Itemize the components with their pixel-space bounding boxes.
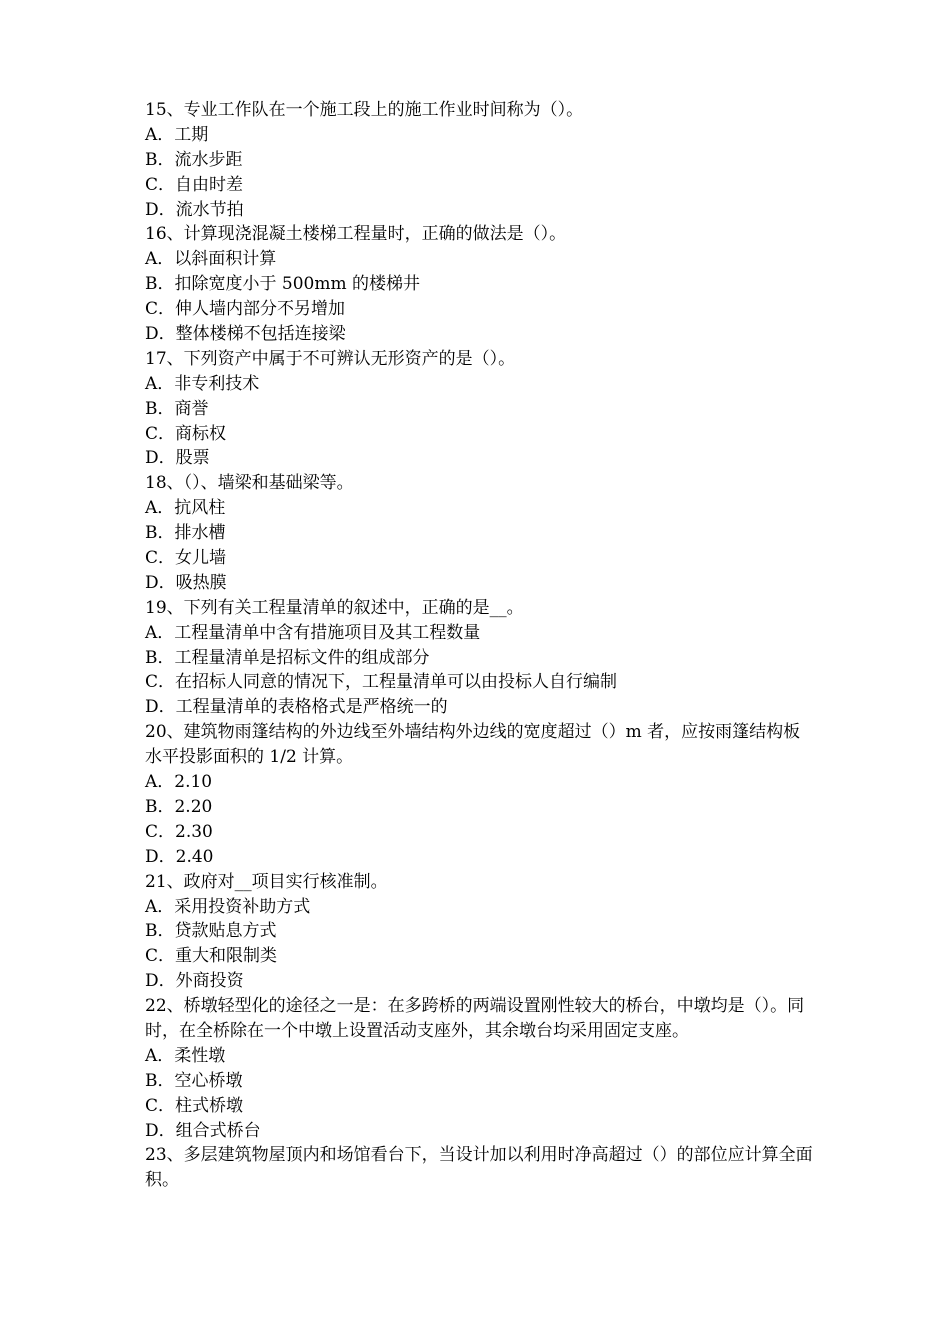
option-d: D．吸热膜: [145, 572, 227, 593]
option-a: A．工期: [145, 124, 209, 145]
option-a: A．柔性墩: [145, 1045, 226, 1066]
option-d: D．组合式桥台: [145, 1120, 261, 1141]
document-page: [145, 98, 825, 1193]
question-stem: 19、下列有关工程量清单的叙述中，正确的是__。: [145, 597, 524, 618]
option-a: A．采用投资补助方式: [145, 896, 311, 917]
option-c: C．自由时差: [145, 174, 244, 195]
question-17: [145, 347, 825, 471]
question-20: [145, 720, 825, 869]
option-b: B．空心桥墩: [145, 1070, 243, 1091]
option-b: B．流水步距: [145, 149, 243, 170]
option-c: C．柱式桥墩: [145, 1095, 244, 1116]
question-15: [145, 98, 825, 222]
option-b: B．贷款贴息方式: [145, 921, 277, 942]
question-23: [145, 1143, 825, 1193]
option-b: B．2.20: [145, 796, 213, 817]
option-a: A．以斜面积计算: [145, 249, 277, 270]
option-a: A．工程量清单中含有措施项目及其工程数量: [145, 622, 481, 643]
option-b: B．商誉: [145, 398, 209, 419]
question-21: [145, 870, 825, 994]
option-b: B．扣除宽度小于 500mm 的楼梯井: [145, 274, 420, 295]
option-d: D．整体楼梯不包括连接梁: [145, 324, 346, 345]
question-stem: 15、专业工作队在一个施工段上的施工作业时间称为（）。: [145, 100, 584, 120]
question-16: [145, 222, 825, 346]
option-c: C．在招标人同意的情况下，工程量清单可以由投标人自行编制: [145, 672, 618, 693]
option-c: C．重大和限制类: [145, 946, 278, 967]
option-a: A．非专利技术: [145, 373, 260, 394]
question-stem: 20、建筑物雨篷结构的外边线至外墙结构外边线的宽度超过（）m 者，应按雨篷结构板水平投影面积的 1/2 计算。: [145, 722, 801, 768]
question-stem: 16、计算现浇混凝土楼梯工程量时，正确的做法是（）。: [145, 224, 567, 245]
question-stem: 23、多层建筑物屋顶内和场馆看台下，当设计加以利用时净高超过（）的部位应计算全面积。: [145, 1145, 813, 1191]
question-stem: 17、下列资产中属于不可辨认无形资产的是（）。: [145, 348, 516, 369]
option-d: D．2.40: [145, 846, 214, 867]
option-c: C．女儿墙: [145, 548, 227, 569]
option-a: A．2.10: [145, 772, 213, 793]
option-c: C．伸人墙内部分不另增加: [145, 299, 346, 320]
option-b: B．工程量清单是招标文件的组成部分: [145, 647, 430, 668]
option-c: C．商标权: [145, 423, 227, 444]
option-d: D．股票: [145, 448, 210, 469]
question-22: [145, 994, 825, 1143]
option-d: D．工程量清单的表格格式是严格统一的: [145, 697, 448, 718]
question-stem: 18、（）、墙梁和基础梁等。: [145, 473, 354, 494]
question-stem: 22、桥墩轻型化的途径之一是：在多跨桥的两端设置刚性较大的桥台，中墩均是（）。同时，在全桥除在一个中墩上设置活动支座外，其余墩台均采用固定支座。: [145, 996, 805, 1041]
option-d: D．流水节拍: [145, 199, 244, 220]
question-19: [145, 596, 825, 720]
option-b: B．排水槽: [145, 523, 226, 544]
question-18: [145, 471, 825, 595]
option-d: D．外商投资: [145, 971, 244, 992]
option-c: C．2.30: [145, 821, 213, 842]
question-stem: 21、政府对__项目实行核准制。: [145, 871, 388, 892]
option-a: A．抗风柱: [145, 498, 226, 519]
